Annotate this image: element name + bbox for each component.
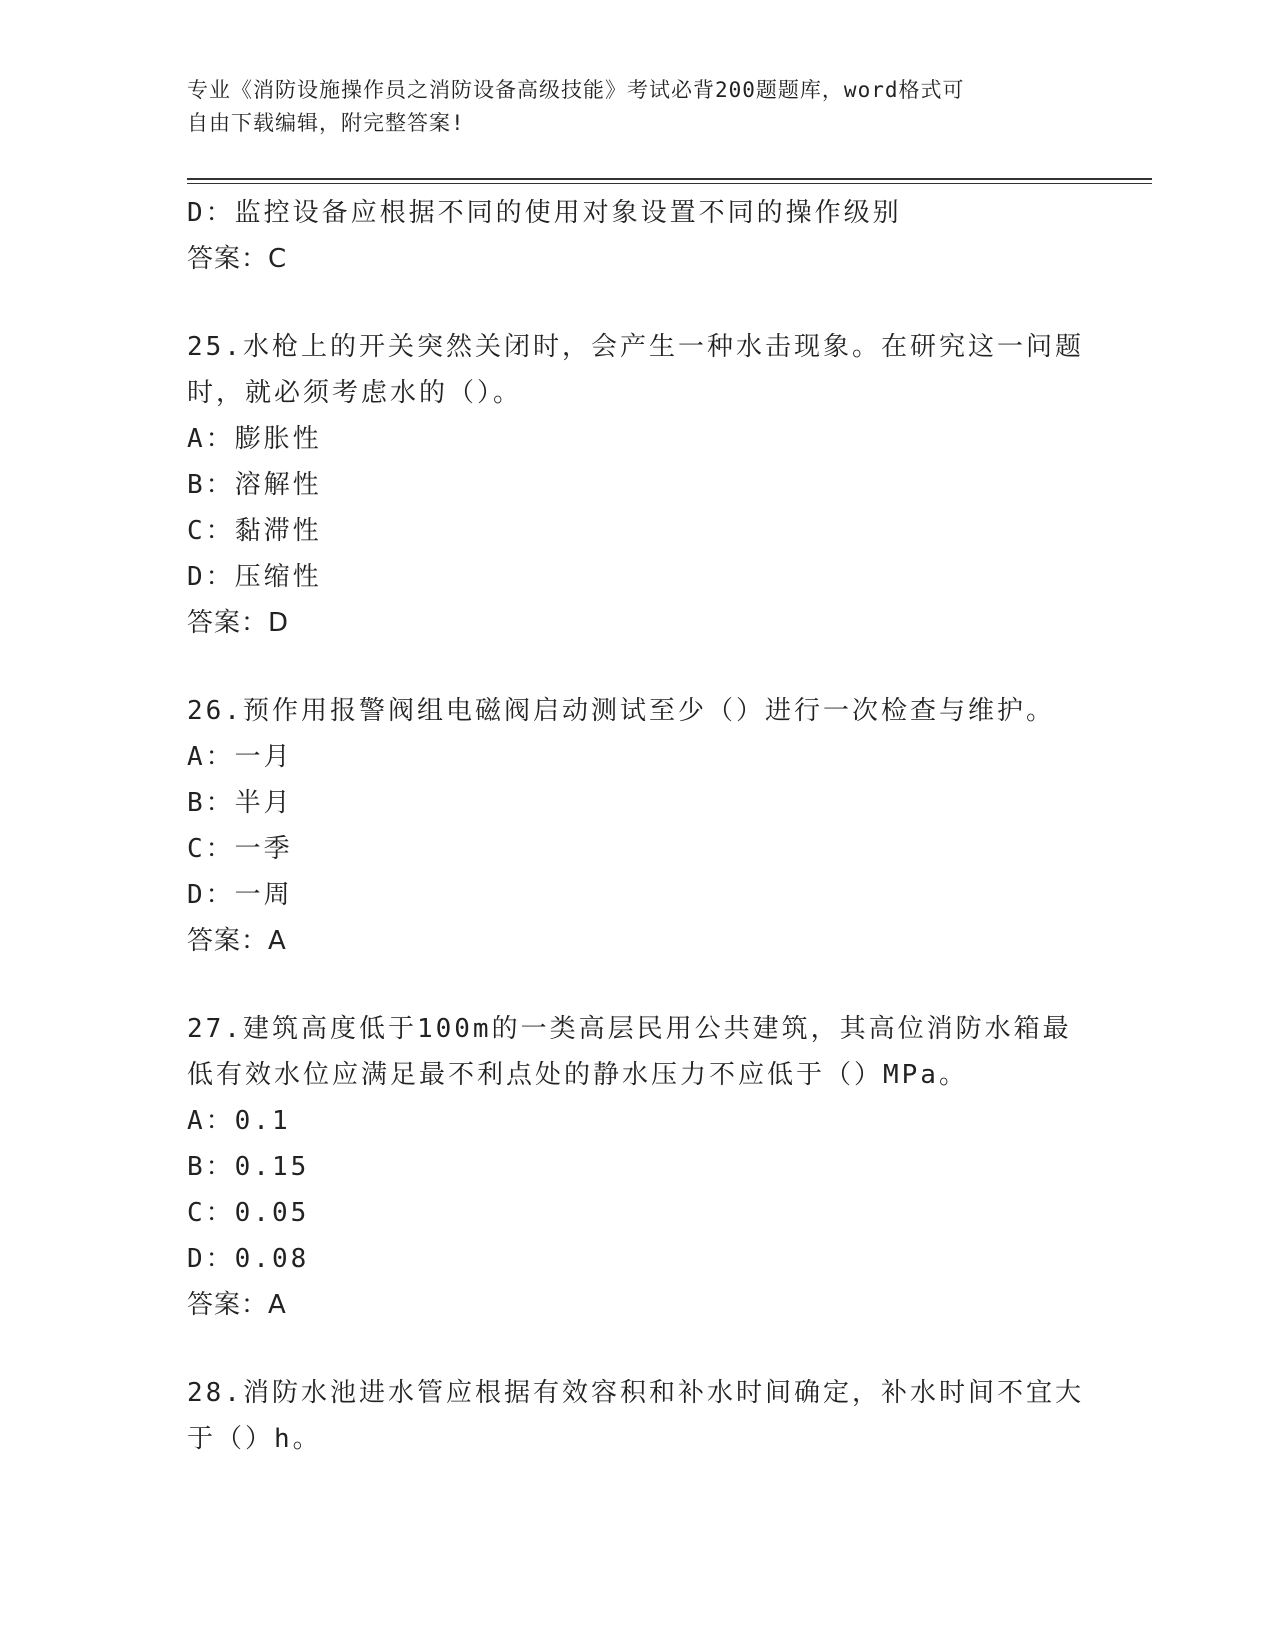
question-25 xyxy=(187,324,1087,646)
option-b: B：溶解性 xyxy=(187,470,322,500)
question-content xyxy=(187,190,1087,1462)
header-divider-thick xyxy=(187,178,1152,180)
option-c: C：黏滞性 xyxy=(187,516,322,546)
option-d: D：压缩性 xyxy=(187,562,322,592)
option-d: D：0.08 xyxy=(187,1244,310,1274)
option-a: A：一月 xyxy=(187,742,293,772)
question-stem-line-1: 28.消防水池进水管应根据有效容积和补水时间确定，补水时间不宜大 xyxy=(187,1378,1084,1408)
option-c: C：0.05 xyxy=(187,1198,310,1228)
option-d: D：一周 xyxy=(187,880,293,910)
option-c: C：一季 xyxy=(187,834,293,864)
answer-line: 答案：A xyxy=(187,926,287,956)
carryover-block xyxy=(187,190,1087,282)
document-header xyxy=(187,74,1067,140)
answer-line: 答案：A xyxy=(187,1290,287,1320)
question-27 xyxy=(187,1006,1087,1328)
header-divider-thin xyxy=(187,183,1152,184)
question-stem-line-1: 27.建筑高度低于100m的一类高层民用公共建筑，其高位消防水箱最 xyxy=(187,1014,1072,1044)
option-b: B：0.15 xyxy=(187,1152,310,1182)
question-stem-line-1: 26.预作用报警阀组电磁阀启动测试至少（）进行一次检查与维护。 xyxy=(187,696,1055,726)
question-stem-line-2: 时，就必须考虑水的（）。 xyxy=(187,378,523,408)
answer-line: 答案：D xyxy=(187,608,290,638)
option-a: A：膨胀性 xyxy=(187,424,322,454)
question-stem-line-1: 25.水枪上的开关突然关闭时，会产生一种水击现象。在研究这一问题 xyxy=(187,332,1084,362)
question-28 xyxy=(187,1370,1087,1462)
question-26 xyxy=(187,688,1087,964)
header-title-line-1: 专业《消防设施操作员之消防设备高级技能》考试必背200题题库，word格式可 xyxy=(187,78,965,102)
answer-line: 答案：C xyxy=(187,244,288,274)
option-d: D：监控设备应根据不同的使用对象设置不同的操作级别 xyxy=(187,198,902,228)
question-stem-line-2: 于（）h。 xyxy=(187,1424,322,1454)
option-b: B：半月 xyxy=(187,788,293,818)
header-title-line-2: 自由下载编辑，附完整答案! xyxy=(187,111,465,135)
question-stem-line-2: 低有效水位应满足最不利点处的静水压力不应低于（）MPa。 xyxy=(187,1060,968,1090)
option-a: A：0.1 xyxy=(187,1106,291,1136)
